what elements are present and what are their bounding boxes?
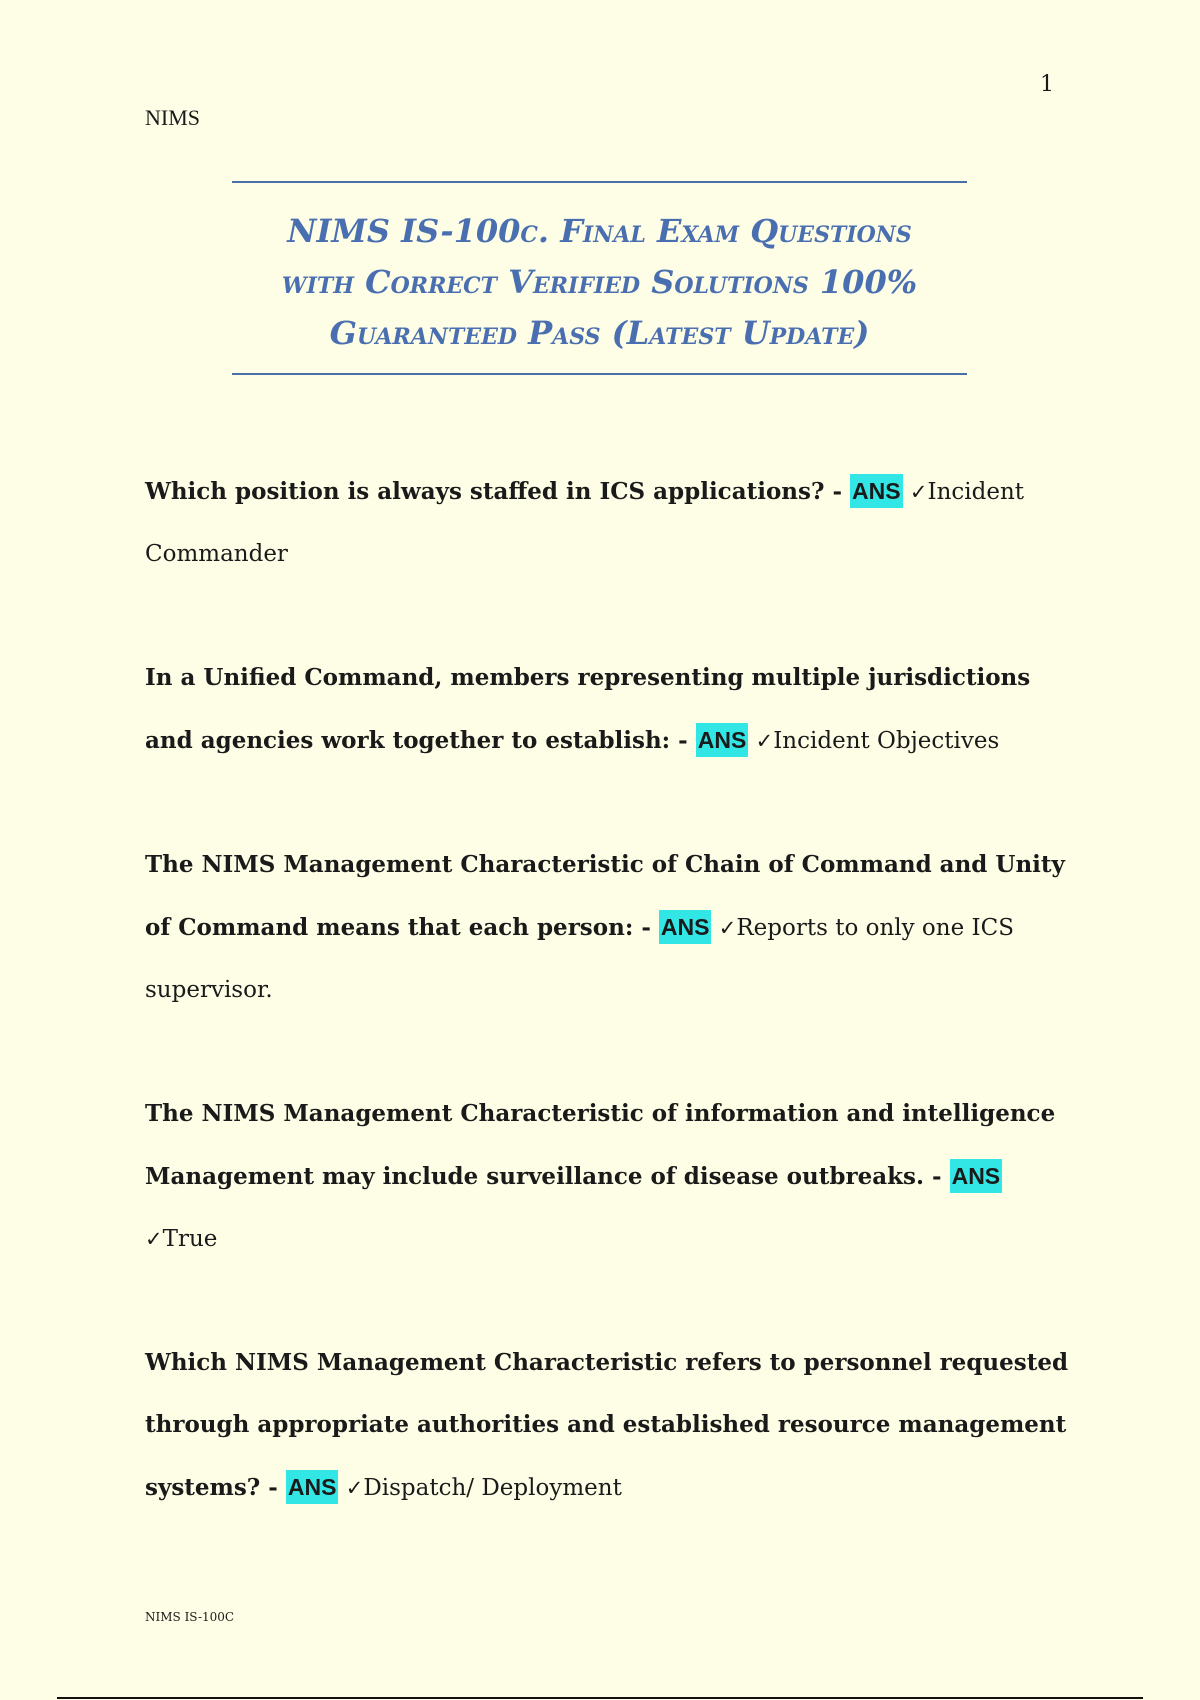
qa-item bbox=[145, 1332, 1075, 1519]
running-footer: NIMS IS-100C bbox=[145, 1610, 235, 1624]
title-line: with Correct Verified Solutions 100% bbox=[281, 263, 918, 301]
checkmark-icon: ✓ bbox=[145, 1227, 163, 1251]
separator: - bbox=[260, 1474, 286, 1501]
answer-text: Reports to only one ICS supervisor. bbox=[145, 915, 1014, 1003]
page-number: 1 bbox=[1040, 72, 1054, 97]
question-text: The NIMS Management Characteristic of Chain of Command and Unity of Command means that each person: bbox=[145, 851, 1065, 941]
footer-divider bbox=[57, 1697, 1143, 1699]
separator: - bbox=[824, 478, 851, 505]
checkmark-icon: ✓ bbox=[755, 729, 774, 753]
qa-list bbox=[145, 460, 1075, 1581]
checkmark-icon: ✓ bbox=[718, 916, 737, 940]
document-title bbox=[232, 181, 967, 375]
qa-item bbox=[145, 1083, 1075, 1270]
question-text: The NIMS Management Characteristic of information and intelligence Management may include surveillance of disease outbreaks. bbox=[145, 1100, 1056, 1190]
running-header: NIMS bbox=[145, 105, 201, 130]
qa-item bbox=[145, 460, 1075, 585]
separator: - bbox=[633, 914, 659, 941]
title-line: NIMS IS-100c. Final Exam Questions bbox=[287, 212, 912, 250]
ans-badge: ANS bbox=[659, 910, 712, 944]
title-line: Guaranteed Pass (Latest Update) bbox=[329, 314, 870, 352]
ans-badge: ANS bbox=[696, 723, 749, 757]
question-text: Which NIMS Management Characteristic refers to personnel requested through appropriate authorities and established resource management systems? bbox=[145, 1349, 1069, 1501]
question-text: In a Unified Command, members representing multiple jurisdictions and agencies work together to establish: bbox=[145, 664, 1031, 754]
separator: - bbox=[924, 1163, 950, 1190]
answer-text: True bbox=[162, 1226, 218, 1252]
separator: - bbox=[670, 727, 696, 754]
question-text: Which position is always staffed in ICS applications? bbox=[145, 478, 825, 505]
checkmark-icon: ✓ bbox=[909, 480, 928, 504]
ans-badge: ANS bbox=[950, 1159, 1003, 1193]
answer-text: Incident Commander bbox=[145, 479, 1025, 567]
checkmark-icon: ✓ bbox=[345, 1476, 364, 1500]
ans-badge: ANS bbox=[286, 1470, 339, 1504]
qa-item bbox=[145, 834, 1075, 1021]
qa-item bbox=[145, 647, 1075, 772]
answer-text: Dispatch/ Deployment bbox=[363, 1475, 622, 1501]
answer-text: Incident Objectives bbox=[773, 728, 1000, 754]
ans-badge: ANS bbox=[850, 474, 903, 508]
